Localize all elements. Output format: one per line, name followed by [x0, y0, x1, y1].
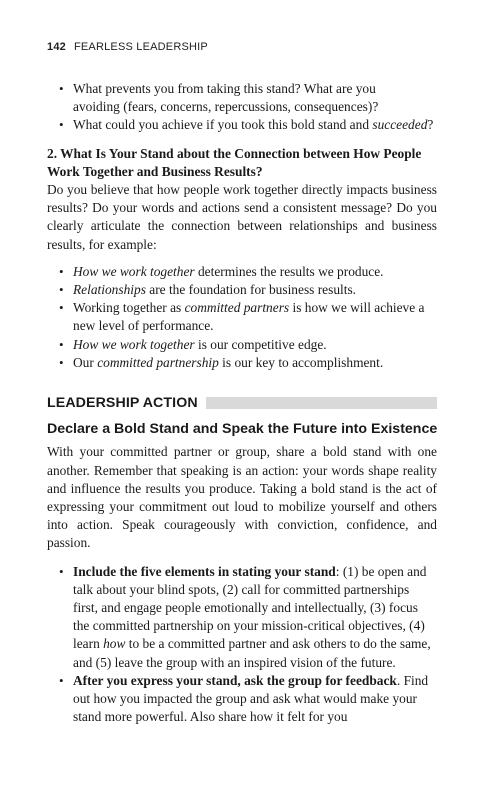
leadership-action-paragraph: With your committed partner or group, share a bold stand with one another. Remember that speaking is an action: your words shape reality and influence the results you produce. Taking a bold stand is the act of expressing your commitment out loud to mobilize yourself and others into action. Speak courageously with conviction, confidence, and passion. [47, 444, 437, 551]
list-item: • Include the five elements in stating your stand: (1) be open and talk about your blind spots, (2) call for committed partnerships first, and engage people emotionally and intellectually, (3) focus the committed partnership on your mission-critical objectives, (4) learn how to be a committed partner and ask others to do the same, and (5) leave the group with an inspired vision of the future. [47, 563, 437, 672]
page-body [47, 80, 437, 727]
action-steps [47, 563, 437, 727]
leadership-action-subtitle: Declare a Bold Stand and Speak the Future into Existence [47, 421, 438, 438]
page-number: 142 [47, 41, 66, 53]
leadership-action-heading [47, 394, 437, 412]
leadership-action-label: LEADERSHIP ACTION [47, 395, 198, 412]
list-item: • After you express your stand, ask the group for feedback. Find out how you impacted the group and ask what would make your stand more powerful. Also share how it felt for you [47, 672, 437, 727]
list-item: • How we work together is our competitive edge. [47, 336, 437, 354]
section-heading: 2. What Is Your Stand about the Connection between How People Work Together and Business Results? [47, 145, 422, 179]
heading-rule [206, 397, 437, 409]
list-item: • Working together as committed partners is how we will achieve a new level of performance. [47, 299, 437, 335]
running-title: FEARLESS LEADERSHIP [73, 41, 208, 53]
running-header [47, 41, 208, 53]
list-item: • Our committed partnership is our key to accomplishment. [47, 354, 437, 372]
list-item: • What could you achieve if you took this bold stand and succeeded? [47, 116, 437, 134]
example-statements [47, 263, 437, 372]
list-item: • Relationships are the foundation for business results. [47, 281, 437, 299]
list-item: • What prevents you from taking this stand? What are you avoiding (fears, concerns, repercussions, consequences)? [47, 80, 437, 116]
reflection-questions [47, 80, 437, 135]
section-paragraph: Do you believe that how people work together directly impacts business results? Do your words and actions send a consistent message? Do you clearly articulate the connection between relationships and business results, for example: [47, 182, 437, 252]
list-item: • How we work together determines the results we produce. [47, 263, 437, 281]
